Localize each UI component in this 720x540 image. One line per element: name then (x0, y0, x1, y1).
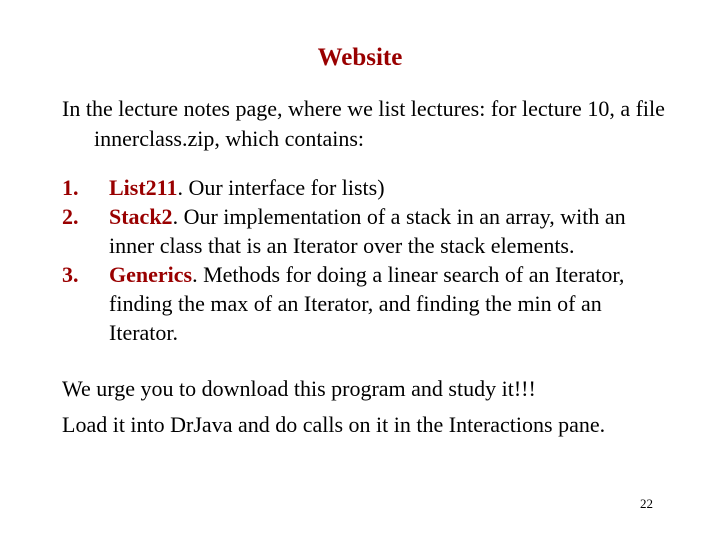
list-item-text: . Our interface for lists) (177, 175, 385, 200)
list-item-number: 3. (62, 262, 79, 287)
drjava-paragraph: Load it into DrJava and do calls on it in the Interactions pane. (62, 412, 606, 437)
list-item-keyword: Stack2 (109, 204, 173, 229)
list-item-text: . Methods for doing a linear search of an Iterator, finding the max of an Iterator, and finding the min of an Iterator. (109, 262, 625, 345)
list-item-keyword: Generics (109, 262, 193, 287)
list-item-number: 2. (62, 204, 79, 229)
slide-title (0, 44, 720, 72)
list-item (62, 260, 662, 347)
list-item (62, 173, 662, 202)
list-item-text: . Our implementation of a stack in an array, with an inner class that is an Iterator over the stack elements. (109, 204, 626, 258)
list-item-number: 1. (62, 175, 79, 200)
page-number: 22 (640, 496, 653, 511)
list-item-keyword: List211 (109, 175, 178, 200)
file-contents-list (62, 173, 662, 347)
intro-paragraph: In the lecture notes page, where we list lectures: for lecture 10, a file innerclass.zip, which contains: (62, 96, 665, 151)
list-item (62, 202, 662, 260)
download-paragraph: We urge you to download this program and study it!!! (62, 376, 536, 401)
slide-title-text: Website (317, 44, 403, 71)
